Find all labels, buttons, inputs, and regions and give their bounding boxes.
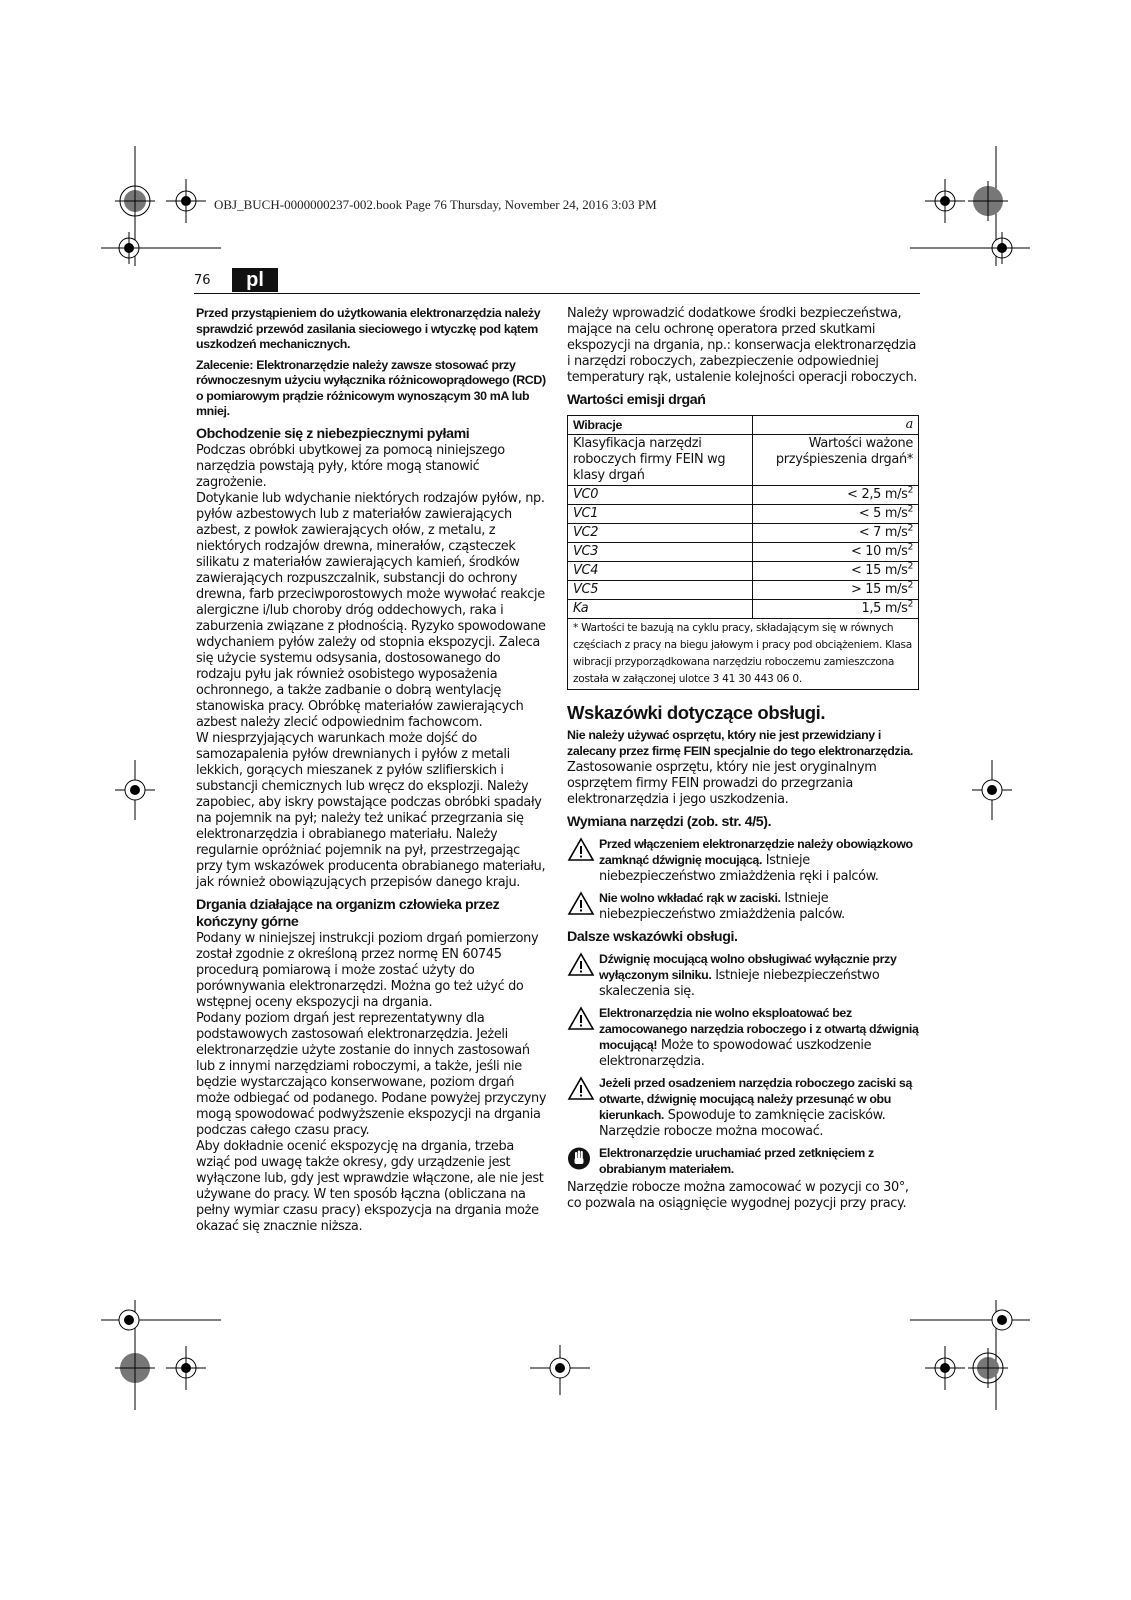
registration-mark-mid-right (972, 760, 1012, 820)
table-footnote: * Wartości te bazują na cyklu pracy, składającym się w równych częściach z pracy na biegu jałowym i pracy pod obciążeniem. Klasa wibracji przyporządkowana narzędziu roboczemu zamieszczona została w załączonej ulotce 3 41 30 443 06 0. (568, 619, 919, 690)
value-exponent: 2 (907, 561, 913, 572)
value-text: < 15 m/s (850, 563, 908, 578)
warning-bold: Elektronarzędzia nie wolno eksploatować bez zamocowanego narzędzia roboczego i z otwartą dźwignią mocującą! (599, 1006, 919, 1052)
vibration-table (567, 415, 919, 690)
value-cell (753, 505, 919, 524)
registration-mark-mid-left (115, 760, 155, 820)
warning-text: Może to spowodować uszkodzenie elektronarzędzia. (599, 1038, 872, 1069)
table-sub-right: Wartości ważone przyśpieszenia drgań* (753, 435, 919, 486)
table-row (568, 505, 919, 524)
right-column (567, 306, 919, 1212)
dust-paragraph-1: Podczas obróbki ubytkowej za pomocą niniejszego narzędzia powstają pyły, które mogą stanowić zagrożenie. (196, 442, 505, 490)
class-cell: VC4 (568, 562, 753, 581)
value-text: 1,5 m/s (861, 601, 908, 616)
value-text: < 7 m/s (858, 525, 908, 540)
value-cell (753, 562, 919, 581)
registration-mark-bottom-center (530, 1345, 590, 1395)
vibration-heading: Drgania działające na organizm człowieka przez kończyny górne (196, 896, 500, 930)
vibration-paragraph-3: Aby dokładnie ocenić ekspozycję na drgania, trzeba wziąć pod uwagę także okresy, gdy urządzenie jest wyłączone lub, gdy jest wprawdzie włączone, ale nie jest używane do pracy. W ten sposób łączna (obliczana na pełny wymiar czasu pracy) ekspozycja na drgania może okazać się znacznie niższa. (196, 1138, 544, 1234)
warning-text: Spowoduje to zamknięcie zacisków. Narzędzie robocze można mocować. (599, 1108, 886, 1139)
value-text: < 10 m/s (850, 544, 908, 559)
book-header-line: OBJ_BUCH-0000000237-002.book Page 76 Thursday, November 24, 2016 3:03 PM (214, 197, 657, 212)
value-cell (753, 581, 919, 600)
warning-bold: Nie wolno wkładać rąk w zaciski. (599, 891, 781, 905)
intro-warning: Przed przystąpieniem do użytkowania elektronarzędzia należy sprawdzić przewód zasilania sieciowego i wtyczkę pod kątem uszkodzeń mechanicznych. (196, 306, 541, 351)
note-bold: Elektronarzędzie uruchamiać przed zetknięciem z obrabianym materiałem. (599, 1146, 874, 1176)
table-row (568, 581, 919, 600)
value-text: < 2,5 m/s (847, 487, 908, 502)
value-exponent: 2 (907, 504, 913, 515)
rcd-recommendation: Zalecenie: Elektronarzędzie należy zawsze stosować przy równoczesnym użyciu wyłącznika różnicowoprądowego (RCD) o pomiarowym prądzie różnicowym wynoszącym 30 mA lub mniej. (196, 357, 546, 418)
registration-mark-top-right (880, 146, 1030, 276)
warning-triangle-icon (567, 837, 595, 862)
emission-heading: Wartości emisji drgań (567, 392, 706, 408)
table-row (568, 562, 919, 581)
value-exponent: 2 (907, 485, 913, 496)
class-cell: VC1 (568, 505, 753, 524)
further-instructions-heading: Dalsze wskazówki obsługi. (567, 929, 738, 945)
operation-heading: Wskazówki dotyczące obsługi. (567, 702, 826, 723)
warning-triangle-icon (567, 1006, 595, 1031)
dust-paragraph-2: Dotykanie lub wdychanie niektórych rodzajów pyłów, np. pyłów azbestowych lub z materiałów zawierających azbest, z powłok zawierających ołów, z metalu, z niektórych rodzajów drewna, minerałów, cząsteczek silikatu z materiałów zawierających kamień, środków zawierających rozpuszczalnik, substancji do ochrony drewna, farb przeciwporostowych może wywołać reakcje alergiczne i/lub choroby dróg oddechowych, raka i zaburzenia związane z płodnością. Ryzyko spowodowane wdychaniem pyłów zależy od stopnia ekspozycji. Zaleca się użycie systemu odsysania, dostosowanego do rodzaju pyłu jak również osobistego wyposażenia ochronnego, a także zadbanie o dobrą wentylację stanowiska pracy. Obróbkę materiałów zawierających azbest należy zlecić odpowiednim fachowcom. (196, 490, 546, 730)
warning-triangle-icon (567, 1076, 595, 1101)
header-rule (194, 293, 920, 294)
warning-bold: Dźwignię mocującą wolno obsługiwać wyłącznie przy wyłączonym silniku. (599, 952, 897, 982)
accessory-paragraph (567, 728, 919, 808)
warning-item (567, 891, 919, 923)
warning-triangle-icon (567, 891, 595, 916)
table-row (568, 524, 919, 543)
warning-text: Istnieje niebezpieczeństwo zmiażdżenia palców. (599, 891, 845, 922)
table-header-vibration: Wibracje (568, 416, 753, 435)
value-cell (753, 486, 919, 505)
value-cell (753, 543, 919, 562)
warning-item (567, 1006, 919, 1070)
class-cell: Ka (568, 600, 753, 619)
warning-bold: Jeżeli przed osadzeniem narzędzia roboczego zaciski są otwarte, dźwignię mocującą należy przesunąć w obu kierunkach. (599, 1076, 913, 1122)
value-text: > 15 m/s (850, 582, 908, 597)
safety-measures-paragraph: Należy wprowadzić dodatkowe środki bezpieczeństwa, mające na celu ochronę operatora przed skutkami ekspozycji na drgania, np.: konserwacja elektronarzędzia i narzędzi roboczych, zabezpieczenie odpowiedniej temperatury rąk, ustalenie kolejności operacji roboczych. (567, 306, 918, 385)
table-row (568, 543, 919, 562)
value-cell (753, 600, 919, 619)
tool-change-heading: Wymiana narzędzi (zob. str. 4/5). (567, 814, 772, 830)
vibration-paragraph-1: Podany w niniejszej instrukcji poziom drgań pomierzony został zgodnie z określoną przez normę EN 60745 procedurą pomiarową i może zostać użyty do porównywania elektronarzędzi. Można go też użyć do wstępnej oceny ekspozycji na drgania. (196, 930, 539, 1010)
warning-item (567, 1076, 919, 1140)
left-column (196, 306, 548, 1235)
value-text: < 5 m/s (858, 506, 908, 521)
table-row (568, 600, 919, 619)
table-sub-left: Klasyfikacja narzędzi roboczych firmy FEIN wg klasy drgań (568, 435, 753, 486)
dust-paragraph-3: W niesprzyjających warunkach może dojść do samozapalenia pyłów drewnianych i pyłów z metali lekkich, gorących mieszanek z pyłów szlifierskich i substancji chemicznych lub wręcz do eksplozji. Należy zapobiec, aby iskry powstające podczas obróbki spadały na pojemnik na pył; należy też unikać przegrzania się elektronarzędzia i obrabianego materiału. Należy regularnie opróżniać pojemnik na pył, przestrzegając przy tym wskazówek producenta obrabianego materiału, jak również obowiązujących przepisów danego kraju. (196, 730, 546, 890)
value-cell (753, 524, 919, 543)
value-exponent: 2 (907, 523, 913, 534)
vibration-paragraph-2: Podany poziom drgań jest reprezentatywny dla podstawowych zastosowań elektronarzędzia. Jeżeli elektronarzędzie użyte zostanie do innych zastosowań lub z innymi narzędziami roboczymi, a także, jeśli nie będzie wystarczająco konserwowane, poziom drgań może odbiegać od podanego. Podane powyżej przyczyny mogą spowodować podwyższenie ekspozycji na drgania podczas całego czasu pracy. (196, 1010, 547, 1138)
rotation-paragraph: Narzędzie robocze można zamocować w pozycji co 30°, co pozwala na osiągnięcie wygodnej pozycji przy pracy. (567, 1180, 909, 1211)
warning-text: Istnieje niebezpieczeństwo skaleczenia się. (599, 968, 880, 999)
value-exponent: 2 (907, 580, 913, 591)
class-cell: VC0 (568, 486, 753, 505)
registration-mark-bottom-right (880, 1300, 1030, 1420)
table-row (568, 486, 919, 505)
note-item (567, 1146, 919, 1178)
warning-item (567, 952, 919, 1000)
value-exponent: 2 (907, 542, 913, 553)
class-cell: VC3 (568, 543, 753, 562)
warning-text: Istnieje niebezpieczeństwo zmiażdżenia ręki i palców. (599, 853, 879, 884)
language-badge: pl (232, 268, 278, 292)
accessory-warning-bold: Nie należy używać osprzętu, który nie jest przewidziany i zalecany przez firmę FEIN specjalnie do tego elektronarzędzia. (567, 728, 914, 758)
class-cell: VC2 (568, 524, 753, 543)
page-number: 76 (194, 273, 211, 288)
value-exponent: 2 (907, 599, 913, 610)
warning-triangle-icon (567, 952, 595, 977)
warning-item (567, 837, 919, 885)
dust-heading: Obchodzenie się z niebezpiecznymi pyłami (196, 425, 470, 442)
accessory-warning-text: Zastosowanie osprzętu, który nie jest oryginalnym osprzętem firmy FEIN prowadzi do przegrzania elektronarzędzia i jego uszkodzenia. (567, 760, 877, 807)
class-cell: VC5 (568, 581, 753, 600)
hand-note-icon (567, 1146, 595, 1171)
table-header-a: a (753, 416, 919, 435)
warning-bold: Przed włączeniem elektronarzędzie należy obowiązkowo zamknąć dźwignię mocującą. (599, 837, 913, 867)
registration-mark-bottom-left (101, 1300, 251, 1420)
